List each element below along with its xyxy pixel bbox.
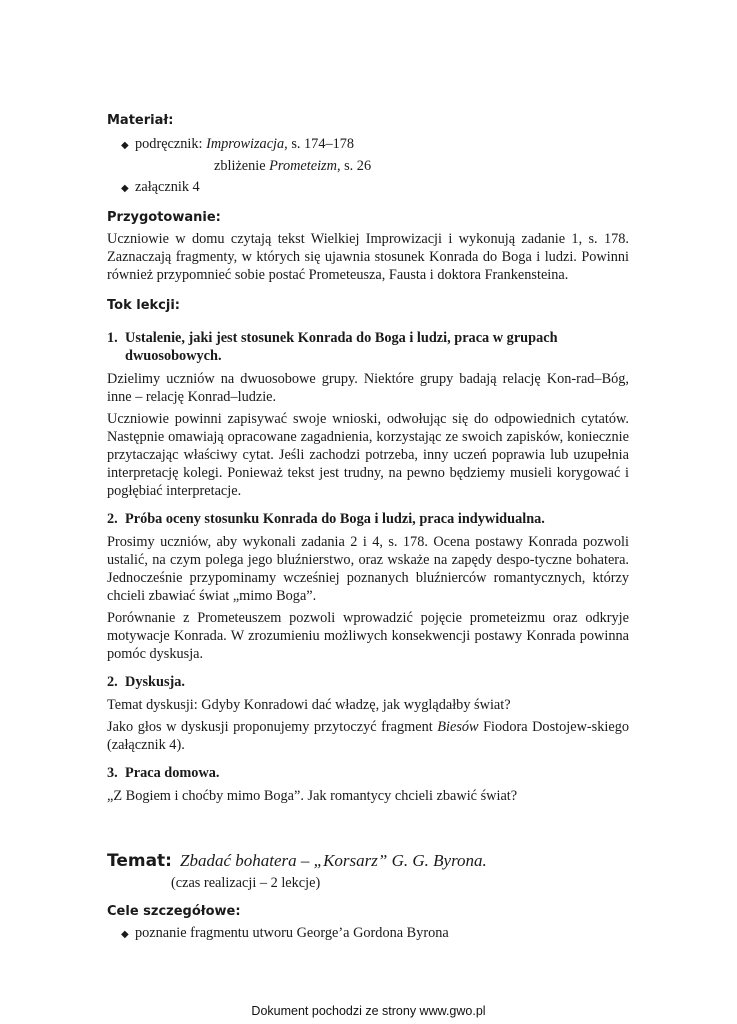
material-item-sub: zbliżenie Prometeizm, s. 26: [214, 158, 372, 174]
temat-line: [107, 849, 629, 873]
cele-item: ◆ poznanie fragmentu utworu George’a Gordona Byrona: [121, 923, 629, 945]
paragraph: Jako głos w dyskusji proponujemy przytoczyć fragment Biesów Fiodora Dostojew-skiego (załącznik 4).: [107, 719, 629, 753]
section-title: 2. Dyskusja.: [107, 674, 185, 690]
paragraph: Prosimy uczniów, aby wykonali zadania 2 i 4, s. 178. Ocena postawy Konrada pozwoli ustalić, na czym polega jego bluźnierstwo, oraz wskaże na zapędy despo-tyczne bohatera. Jednocześnie przypominamy wcześniej poznanych bluźnierców romantycznych, którzy chcieli zbawiać świat „mimo Boga”.: [107, 534, 629, 604]
temat-label: Temat:: [107, 851, 172, 871]
material-item: [121, 134, 629, 156]
przygotowanie-heading: Przygotowanie:: [107, 210, 221, 225]
diamond-bullet-icon: ◆: [121, 929, 129, 940]
paragraph: Porównanie z Prometeuszem pozwoli wprowadzić pojęcie prometeizmu oraz odkryje motywacje Konrada. W zrozumieniu możliwych konsekwencji postawy Konrada powinna pomóc dyskusja.: [107, 610, 629, 662]
czas-realizacji: (czas realizacji – 2 lekcje): [171, 875, 321, 891]
footer-source: Dokument pochodzi ze strony www.gwo.pl: [251, 1004, 486, 1018]
section-title: 1. Ustalenie, jaki jest stosunek Konrada do Boga i ludzi, praca w grupach dwuosobowych.: [107, 330, 558, 364]
temat-title: Zbadać bohatera – „Korsarz” G. G. Byrona.: [179, 851, 487, 870]
diamond-bullet-icon: ◆: [121, 140, 129, 151]
document-page: [107, 112, 629, 945]
material-item: ◆ załącznik 4: [121, 177, 629, 199]
section-title: 3. Praca domowa.: [107, 765, 220, 781]
paragraph: Temat dyskusji: Gdyby Konradowi dać władzę, jak wyglądałby świat?: [107, 697, 511, 713]
material-item-text: podręcznik: Improwizacja, s. 174–178: [135, 136, 355, 152]
section-title: 2. Próba oceny stosunku Konrada do Boga i ludzi, praca indywidualna.: [107, 511, 545, 527]
paragraph: Dzielimy uczniów na dwuosobowe grupy. Niektóre grupy badają relację Kon-rad–Bóg, inne – relację Konrad–ludzie.: [107, 371, 629, 405]
paragraph: Uczniowie powinni zapisywać swoje wnioski, odwołując się do odpowiednich cytatów. Następnie omawiają opracowane zagadnienia, korzystając ze swoich zapisków, koniecznie przytaczając właściwy cytat. Jeśli zachodzi potrzeba, inny uczeń poprawia lub uzupełnia interpretację kolegi. Ponieważ tekst jest trudny, na pewno będziemy musieli korygować i pogłębiać interpretacje.: [107, 411, 629, 499]
diamond-bullet-icon: ◆: [121, 183, 129, 194]
tok-lekcji-heading: Tok lekcji:: [107, 298, 180, 313]
material-heading: Materiał:: [107, 113, 174, 128]
cele-heading: Cele szczegółowe:: [107, 904, 241, 919]
przygotowanie-text: Uczniowie w domu czytają tekst Wielkiej Improwizacji i wykonują zadanie 1, s. 178. Zaznaczają fragmenty, w których się ujawnia stosunek Konrada do Boga i ludzi. Powinni również przypomnieć sobie postać Prometeusza, Fausta i doktora Frankensteina.: [107, 231, 629, 283]
paragraph: „Z Bogiem i choćby mimo Boga”. Jak romantycy chcieli zbawić świat?: [107, 788, 518, 804]
